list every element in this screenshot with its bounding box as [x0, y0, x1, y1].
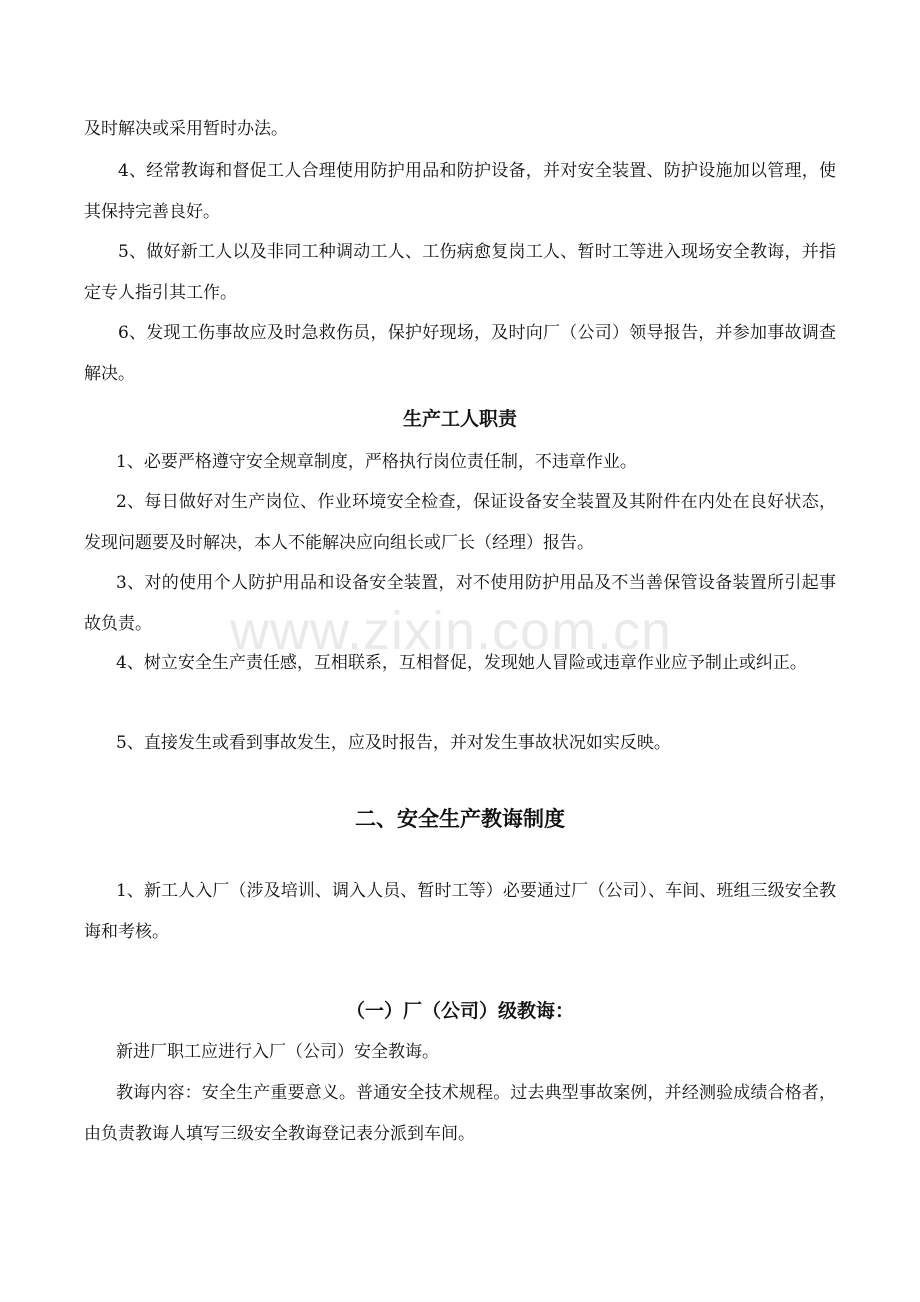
paragraph-continuation: 及时解决或采用暂时办法。 — [84, 119, 288, 139]
factory-level-line: 新进厂职工应进行入厂（公司）安全教诲。 — [116, 1042, 439, 1062]
worker-duty-item: 1、必要严格遵守安全规章制度，严格执行岗位责任制，不违章作业。 — [116, 452, 637, 472]
section-title-worker-duties: 生产工人职责 — [402, 408, 517, 430]
paragraph-item-4: 4、经常教诲和督促工人合理使用防护用品和防护设备，并对安全装置、防护设施加以管理，使其保持完善良好。 — [84, 161, 836, 222]
worker-duty-item: 2、每日做好对生产岗位、作业环境安全检查，保证设备安全装置及其附件在内处在良好状态，发现问题要及时解决，本人不能解决应向组长或厂长（经理）报告。 — [84, 492, 836, 553]
watermark-text: www.zixin.com.cn — [230, 601, 673, 661]
paragraph-item-6: 6、发现工伤事故应及时急救伤员，保护好现场，及时向厂（公司）领导报告，并参加事故调查解决。 — [84, 323, 836, 384]
worker-duty-item: 3、对的使用个人防护用品和设备安全装置，对不使用防护用品及不当善保管设备装置所引起事故负责。 — [84, 573, 836, 634]
subsection-title-factory-level: （一）厂（公司）级教诲： — [345, 1000, 574, 1022]
paragraph-item-5: 5、做好新工人以及非同工种调动工人、工伤病愈复岗工人、暂时工等进入现场安全教诲，并指定专人指引其工作。 — [84, 242, 836, 303]
section-title-safety-education: 二、安全生产教诲制度 — [355, 807, 565, 831]
education-intro-paragraph: 1、新工人入厂（涉及培训、调入人员、暂时工等）必要通过厂（公司）、车间、班组三级安全教诲和考核。 — [84, 881, 836, 942]
factory-level-content: 教诲内容：安全生产重要意义。普通安全技术规程。过去典型事故案例，并经测验成绩合格者，由负责教诲人填写三级安全教诲登记表分派到车间。 — [84, 1083, 836, 1144]
worker-duty-item: 4、树立安全生产责任感，互相联系，互相督促，发现她人冒险或违章作业应予制止或纠正。 — [116, 653, 807, 673]
worker-duty-item: 5、直接发生或看到事故发生，应及时报告，并对发生事故状况如实反映。 — [116, 733, 671, 753]
